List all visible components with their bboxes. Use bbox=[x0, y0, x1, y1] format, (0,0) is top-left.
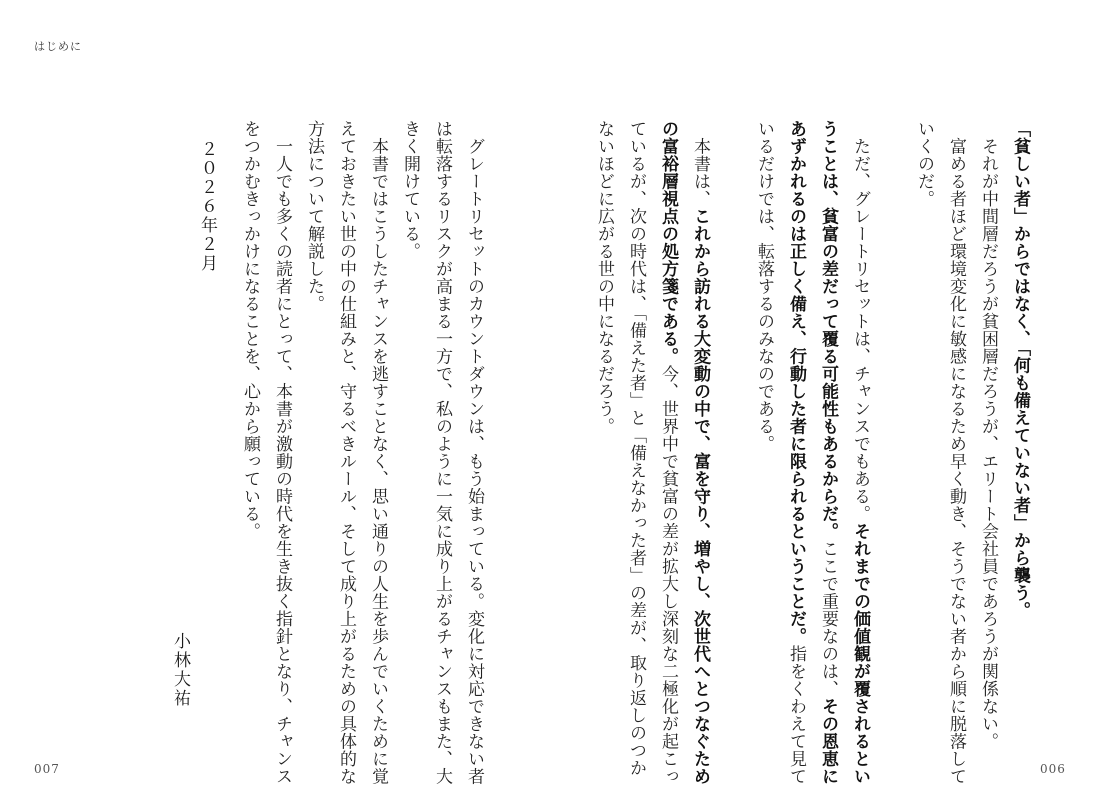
running-head: はじめに bbox=[34, 40, 82, 53]
text-line bbox=[908, 120, 940, 690]
bold-text-segment: これから訪れる大変動の中で、富を守り、増やし、次世代へとつなぐため bbox=[690, 207, 710, 785]
text-segment: グレートリセットのカウントダウンは、もう始まっている。変化に対応できない者 bbox=[464, 120, 484, 785]
text-line bbox=[844, 120, 876, 785]
text-segment: 本書ではこうしたチャンスを逃すことなく、思い通りの人生を歩んでいくために覚 bbox=[368, 120, 388, 785]
right-page-body bbox=[588, 120, 1036, 785]
page-number-left: 007 bbox=[34, 762, 60, 776]
text-segment: きく開けている。 bbox=[400, 120, 420, 260]
text-segment: 今、世界中で貧富の差が拡大し深刻な二極化が起こっ bbox=[658, 365, 678, 785]
text-line bbox=[748, 120, 780, 690]
text-line bbox=[716, 120, 748, 690]
text-line bbox=[266, 120, 298, 785]
text-line bbox=[362, 120, 394, 785]
text-segment: 指をくわえて見て bbox=[786, 645, 806, 785]
text-line bbox=[684, 120, 716, 785]
text-segment: えておきたい世の中の仕組みと、守るべきルール、そして成り上がるための具体的な bbox=[336, 120, 356, 785]
text-segment: いくのだ。 bbox=[914, 120, 934, 208]
author-name: 小林大祐 bbox=[170, 632, 190, 708]
text-line bbox=[330, 120, 362, 785]
bold-text-segment: の富裕層視点の処方箋である。 bbox=[658, 120, 678, 365]
text-segment: ないほどに広がる世の中になるだろう。 bbox=[594, 120, 614, 435]
text-line bbox=[1004, 120, 1036, 690]
bold-text-segment: あずかれるのは正しく備え、行動した者に限られるということだ。 bbox=[786, 120, 806, 645]
text-segment bbox=[722, 120, 742, 138]
text-line bbox=[458, 120, 490, 785]
bold-text-segment: うことは、貧富の差だって覆る可能性もあるからだ。 bbox=[818, 120, 838, 540]
bold-text-segment: 「貧しい者」からではなく、「何も備えていない者」から襲う。 bbox=[1010, 120, 1030, 619]
page-number-right: 006 bbox=[1040, 762, 1066, 776]
text-segment: 方法について解説した。 bbox=[304, 120, 324, 313]
text-segment: ここで重要なのは、 bbox=[818, 540, 838, 698]
text-segment: 富める者ほど環境変化に敏感になるため早く動き、そうでない者から順に脱落して bbox=[946, 120, 966, 785]
text-line bbox=[588, 120, 620, 690]
text-line bbox=[298, 120, 330, 690]
text-line bbox=[394, 120, 426, 690]
bold-text-segment: その恩恵に bbox=[818, 697, 838, 785]
text-line bbox=[652, 120, 684, 785]
text-line bbox=[940, 120, 972, 785]
text-line bbox=[620, 120, 652, 777]
text-line bbox=[780, 120, 812, 785]
left-page-body bbox=[234, 120, 490, 785]
text-segment: 本書は、 bbox=[690, 120, 710, 208]
text-segment: いるだけでは、転落するのみなのである。 bbox=[754, 120, 774, 453]
text-segment: ただ、グレートリセットは、チャンスでもある。 bbox=[850, 120, 870, 523]
text-line bbox=[426, 120, 458, 785]
text-segment: は転落するリスクが高まる一方で、私のように一気に成り上がるチャンスもまた、大 bbox=[432, 120, 452, 785]
text-segment bbox=[882, 120, 902, 138]
text-line bbox=[234, 120, 266, 690]
text-segment: をつかむきっかけになることを、心から願っている。 bbox=[240, 120, 260, 540]
bold-text-segment: それまでの価値観が覆されるとい bbox=[850, 522, 870, 785]
signature-date: ２０２６年２月 bbox=[197, 140, 217, 273]
text-segment: 一人でも多くの読者にとって、本書が激動の時代を生き抜く指針となり、チャンス bbox=[272, 120, 292, 785]
text-line bbox=[876, 120, 908, 690]
text-segment: それが中間層だろうが貧困層だろうが、エリート会社員であろうが関係ない。 bbox=[978, 120, 998, 750]
text-segment: ているが、次の時代は、「備えた者」と「備えなかった者」の差が、取り返しのつか bbox=[626, 120, 646, 777]
text-line bbox=[972, 120, 1004, 750]
text-line bbox=[812, 120, 844, 785]
